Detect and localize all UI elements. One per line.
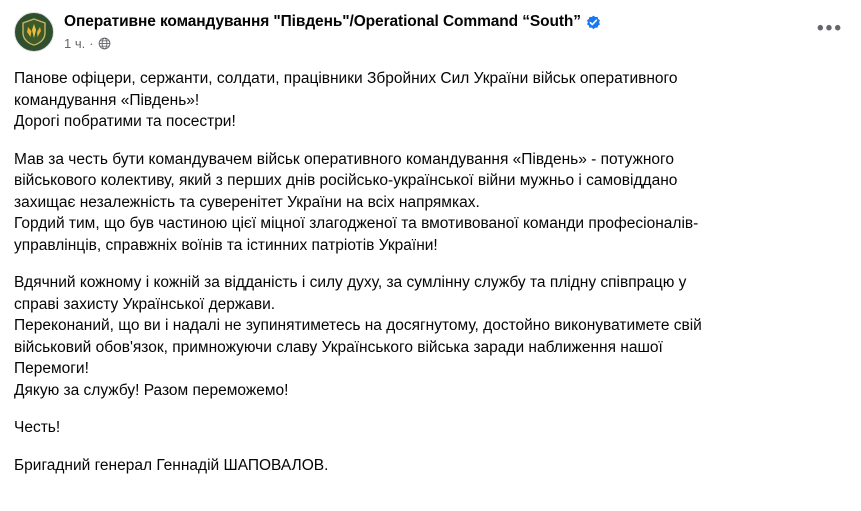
- post-paragraph: [14, 149, 847, 257]
- verified-badge-icon: [586, 15, 601, 30]
- post-line: справі захисту Української держави.: [14, 295, 276, 313]
- post-paragraph: [14, 455, 847, 477]
- post-line: Дорогі побратими та посестри!: [14, 113, 236, 130]
- post-line: Вдячний кожному і кожній за відданість і силу духу, за сумлінну службу та плідну співпрацю у: [14, 274, 687, 291]
- post-line: Перемоги!: [14, 360, 89, 377]
- avatar[interactable]: [14, 12, 54, 52]
- post-meta: [64, 36, 601, 51]
- post-line: командування «Південь»!: [14, 91, 200, 109]
- post-line: Дякую за службу! Разом переможемо!: [14, 381, 289, 399]
- post-author-block: [64, 12, 601, 51]
- post-text-body: [0, 52, 861, 476]
- post-line: Честь!: [14, 419, 61, 436]
- author-name-row: [64, 13, 601, 32]
- post-line: Панове офіцери, сержанти, солдати, працівники Збройних Сил України військ оперативного: [14, 70, 678, 87]
- post-paragraph: [14, 272, 847, 401]
- post-line: військового колективу, який з перших днів російсько-української війни мужньо і самовіддано: [14, 172, 678, 189]
- post-timestamp[interactable]: 1 ч.: [64, 35, 86, 51]
- post-line: Гордий тим, що був частиною цієї міцної злагодженої та вмотивованої команди професіоналів-: [14, 215, 699, 232]
- meta-separator: ·: [89, 35, 94, 51]
- post-line: управлінців, справжніх воїнів та істинних патріотів України!: [14, 236, 438, 254]
- post-line: Переконаний, що ви і надалі не зупинятиметесь на досягнутому, достойно виконуватимете свій: [14, 317, 702, 334]
- page-name[interactable]: Оперативне командування "Південь"/Operational Command “South”: [64, 13, 581, 30]
- post-header: [0, 0, 861, 52]
- globe-icon[interactable]: [98, 37, 111, 50]
- post-line: військовий обов'язок, примножуючи славу Українського війська заради наближення нашої: [14, 338, 663, 356]
- post-paragraph: [14, 417, 847, 439]
- post-line: захищає незалежність та суверенітет України на всіх напрямках.: [14, 193, 480, 211]
- post-paragraph: [14, 68, 847, 133]
- post-options-button[interactable]: [815, 16, 845, 42]
- post-line: Мав за честь бути командувачем військ оперативного командування «Південь» - потужного: [14, 150, 674, 168]
- military-crest-avatar-icon: [21, 18, 47, 46]
- post-line: Бригадний генерал Геннадій ШАПОВАЛОВ.: [14, 456, 329, 474]
- ellipsis-icon: •••: [817, 18, 843, 39]
